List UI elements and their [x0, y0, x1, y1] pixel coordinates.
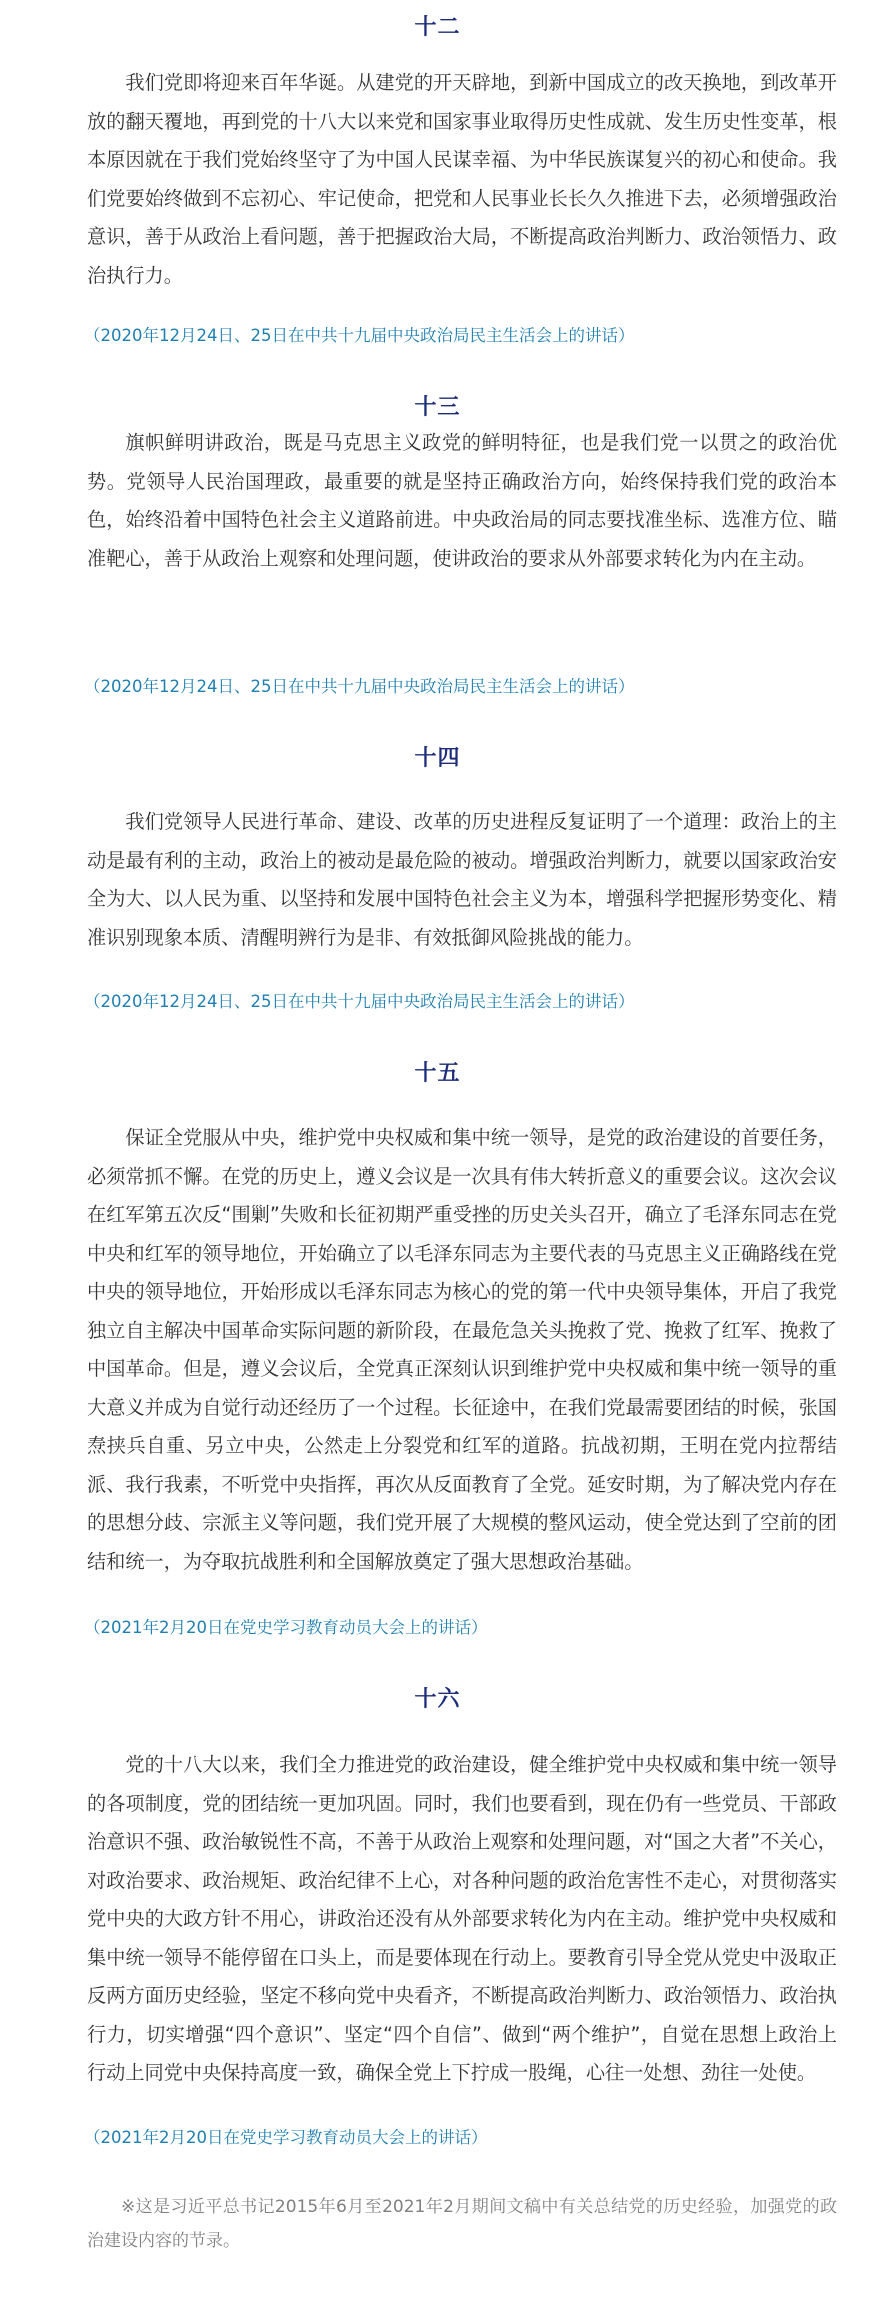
- section-source: （2020年12月24日、25日在中共十九届中央政治局民主生活会上的讲话）: [84, 992, 635, 1011]
- section-source: （2021年2月20日在党史学习教育动员大会上的讲话）: [84, 1618, 488, 1637]
- section-paragraph: 我们党领导人民进行革命、建设、改革的历史进程反复证明了一个道理：政治上的主动是最有利的主动，政治上的被动是最危险的被动。增强政治判断力，就要以国家政治安全为大、以人民为重、以坚持和发展中国特色社会主义为本，增强科学把握形势变化、精准识别现象本质、清醒明辨行为是非、有效抵御风险挑战的能力。: [87, 810, 837, 949]
- section-paragraph: 旗帜鲜明讲政治，既是马克思主义政党的鲜明特征，也是我们党一以贯之的政治优势。党领导人民治国理政，最重要的就是坚持正确政治方向，始终保持我们党的政治本色，始终沿着中国特色社会主义道路前进。中央政治局的同志要找准坐标、选准方位、瞄准靶心，善于从政治上观察和处理问题，使讲政治的要求从外部要求转化为内在主动。: [87, 431, 837, 570]
- section-heading: 十六: [414, 1687, 461, 1712]
- section-source: （2020年12月24日、25日在中共十九届中央政治局民主生活会上的讲话）: [84, 677, 635, 696]
- section-source: （2020年12月24日、25日在中共十九届中央政治局民主生活会上的讲话）: [84, 326, 635, 345]
- section-paragraph: 党的十八大以来，我们全力推进党的政治建设，健全维护党中央权威和集中统一领导的各项制度，党的团结统一更加巩固。同时，我们也要看到，现在仍有一些党员、干部政治意识不强、政治敏锐性不高，不善于从政治上观察和处理问题，对“国之大者”不关心，对政治要求、政治规矩、政治纪律不上心，对各种问题的政治危害性不走心，对贯彻落实党中央的大政方针不用心，讲政治还没有从外部要求转化为内在主动。维护党中央权威和集中统一领导不能停留在口头上，而是要体现在行动上。要教育引导全党从党史中汲取正反两方面历史经验，坚定不移向党中央看齐，不断提高政治判断力、政治领悟力、政治执行力，切实增强“四个意识”、坚定“四个自信”、做到“两个维护”，自觉在思想上政治上行动上同党中央保持高度一致，确保全党上下拧成一股绳，心往一处想、劲往一处使。: [87, 1753, 837, 2084]
- section-heading: 十四: [414, 746, 461, 771]
- footnote: ※这是习近平总书记2015年6月至2021年2月期间文稿中有关总结党的历史经验，加强党的政治建设内容的节录。: [87, 2197, 837, 2251]
- section-source: （2021年2月20日在党史学习教育动员大会上的讲话）: [84, 2128, 488, 2147]
- section-paragraph: 保证全党服从中央，维护党中央权威和集中统一领导，是党的政治建设的首要任务，必须常抓不懈。在党的历史上，遵义会议是一次具有伟大转折意义的重要会议。这次会议在红军第五次反“围剿”失败和长征初期严重受挫的历史关头召开，确立了毛泽东同志在党中央和红军的领导地位，开始确立了以毛泽东同志为主要代表的马克思主义正确路线在党中央的领导地位，开始形成以毛泽东同志为核心的党的第一代中央领导集体，开启了我党独立自主解决中国革命实际问题的新阶段，在最危急关头挽救了党、挽救了红军、挽救了中国革命。但是，遵义会议后，全党真正深刻认识到维护党中央权威和集中统一领导的重大意义并成为自觉行动还经历了一个过程。长征途中，在我们党最需要团结的时候，张国焘挟兵自重、另立中央，公然走上分裂党和红军的道路。抗战初期，王明在党内拉帮结派、我行我素，不听党中央指挥，再次从反面教育了全党。延安时期，为了解决党内存在的思想分歧、宗派主义等问题，我们党开展了大规模的整风运动，使全党达到了空前的团结和统一，为夺取抗战胜利和全国解放奠定了强大思想政治基础。: [87, 1126, 837, 1573]
- section-paragraph: 我们党即将迎来百年华诞。从建党的开天辟地，到新中国成立的改天换地，到改革开放的翻天覆地，再到党的十八大以来党和国家事业取得历史性成就、发生历史性变革，根本原因就在于我们党始终坚守了为中国人民谋幸福、为中华民族谋复兴的初心和使命。我们党要始终做到不忘初心、牢记使命，把党和人民事业长长久久推进下去，必须增强政治意识，善于从政治上看问题，善于把握政治大局，不断提高政治判断力、政治领悟力、政治执行力。: [87, 71, 837, 287]
- section-heading: 十五: [414, 1061, 461, 1086]
- section-heading: 十二: [414, 15, 461, 40]
- section-heading: 十三: [414, 395, 461, 420]
